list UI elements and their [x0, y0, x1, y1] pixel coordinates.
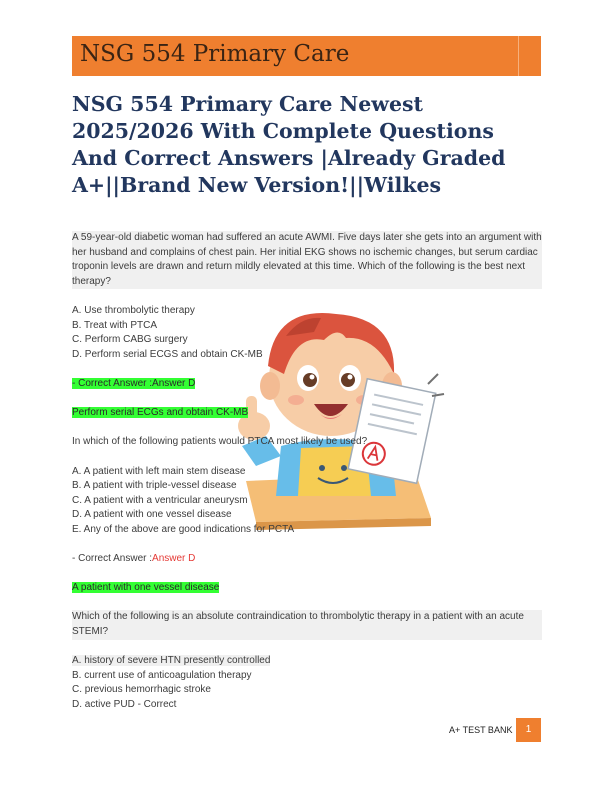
- answer-option: E. Any of the above are good indications for PCTA: [72, 523, 295, 535]
- question-stem: In which of the following patients would PTCA most likely be used?: [72, 436, 368, 448]
- page-number: 1: [516, 718, 541, 742]
- correct-answer-text: [72, 406, 542, 421]
- header-banner: [72, 36, 541, 76]
- banner-divider: [518, 36, 519, 76]
- correct-answer-line: [72, 552, 542, 567]
- highlighted-answer: A patient with one vessel disease: [72, 582, 220, 594]
- question-stem: A 59-year-old diabetic woman had suffered an acute AWMI. Five days later she gets into an argument with her husband and complains of chest pain. Her initial EKG shows no ischemic changes, but serum cardiac troponin levels are drawn and return mildly elevated at this time. Which of the following is the best next therapy?: [72, 231, 542, 289]
- question-content: [72, 231, 542, 713]
- footer-label: A+ TEST BANK: [449, 725, 513, 735]
- correct-answer-prefix: - Correct Answer :: [72, 377, 153, 389]
- answer-option: A. history of severe HTN presently controlled: [72, 655, 271, 667]
- answer-option: D. Perform serial ECGS and obtain CK-MB: [72, 348, 263, 360]
- question-stem: Which of the following is an absolute contraindication to thrombolytic therapy in a patient with an acute STEMI?: [72, 610, 542, 639]
- correct-answer-line: [72, 377, 542, 392]
- answer-option: B. current use of anticoagulation therapy: [72, 669, 252, 681]
- answer-option: C. previous hemorrhagic stroke: [72, 684, 211, 696]
- answer-option: B. Treat with PTCA: [72, 319, 158, 331]
- answer-option: A. A patient with left main stem disease: [72, 465, 246, 477]
- banner-title: NSG 554 Primary Care: [80, 41, 350, 67]
- correct-answer-prefix: - Correct Answer :: [72, 553, 153, 565]
- correct-answer-text: [72, 581, 542, 596]
- answer-option: A. Use thrombolytic therapy: [72, 304, 195, 316]
- correct-answer-value: Answer D: [152, 553, 196, 565]
- answer-option: B. A patient with triple-vessel disease: [72, 480, 237, 492]
- answer-option: D. active PUD - Correct: [72, 699, 177, 710]
- answer-option: C. Perform CABG surgery: [72, 334, 188, 346]
- answer-option: C. A patient with a ventricular aneurysm: [72, 494, 248, 506]
- answer-option: D. A patient with one vessel disease: [72, 509, 232, 521]
- highlighted-answer: Perform serial ECGs and obtain CK-MB: [72, 407, 249, 419]
- correct-answer-value: Answer D: [152, 377, 196, 389]
- document-title: NSG 554 Primary Care Newest 2025/2026 With Complete Questions And Correct Answers |Already Graded A+||Brand New Version!||Wilkes: [72, 92, 506, 197]
